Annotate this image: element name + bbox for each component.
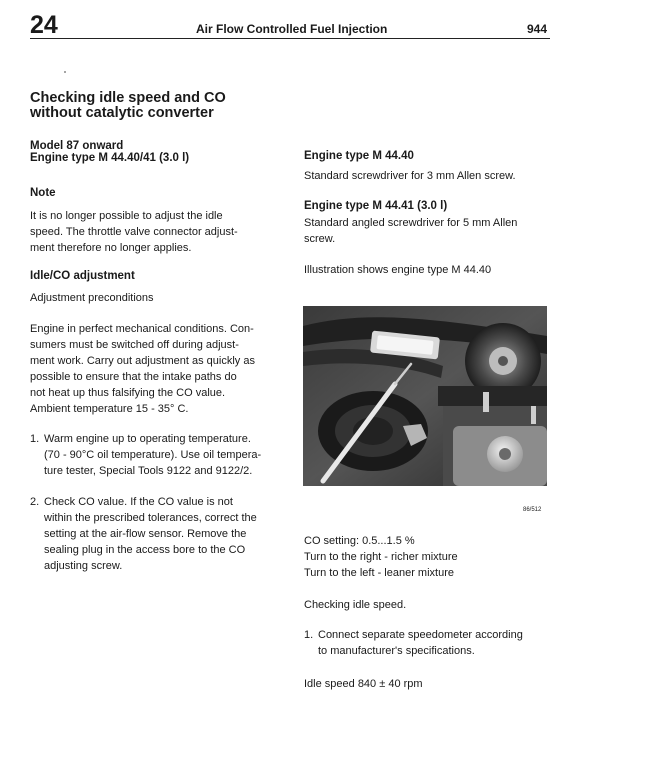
checking-idle-speed: Checking idle speed. <box>304 599 407 611</box>
photo-reference-code: 86/512 <box>523 507 542 513</box>
step-1 <box>30 431 269 479</box>
adjustment-preconditions: Adjustment preconditions <box>30 292 154 304</box>
text-line: ture tester, Special Tools 9122 and 9122/2. <box>44 465 253 477</box>
model-code: 944 <box>527 22 548 36</box>
page-number: 24 <box>30 11 58 39</box>
text-line: ment therefore no longer applies. <box>30 242 192 254</box>
tool-note: Standard screwdriver for 3 mm Allen screw. <box>304 170 516 182</box>
step-text <box>44 431 269 479</box>
step-number: 1. <box>304 629 314 641</box>
section-heading-line: without catalytic converter <box>30 105 214 121</box>
turn-left-note: Turn to the left - leaner mixture <box>304 567 454 579</box>
illustration-caption: Illustration shows engine type M 44.40 <box>304 264 492 276</box>
text-line: ment work. Carry out adjustment as quickly as <box>30 355 255 367</box>
text-line: Connect separate speedometer according <box>318 629 523 641</box>
text-line: (70 - 90°C oil temperature). Use oil tempera- <box>44 449 262 461</box>
text-line: Standard angled screwdriver for 5 mm Allen <box>304 217 518 229</box>
idle-speed-spec: Idle speed 840 ± 40 rpm <box>304 678 423 690</box>
step-2 <box>30 494 269 574</box>
note-heading: Note <box>30 187 56 199</box>
text-line: It is no longer possible to adjust the idle <box>30 210 223 222</box>
engine-type-line: Engine type M 44.40/41 (3.0 l) <box>30 152 190 164</box>
text-line: sumers must be switched off during adjust- <box>30 339 239 351</box>
text-line: screw. <box>304 233 336 245</box>
step-text <box>44 494 269 574</box>
text-line: sealing plug in the access bore to the CO <box>44 544 246 556</box>
model-applicability <box>30 140 290 164</box>
idle-step-1 <box>304 627 548 659</box>
text-line: to manufacturer's specifications. <box>318 645 475 657</box>
header-rule <box>30 38 550 39</box>
step-number: 2. <box>30 496 40 508</box>
text-line: setting at the air-flow sensor. Remove the <box>44 528 247 540</box>
engine-type-heading: Engine type M 44.40 <box>304 150 414 162</box>
section-heading <box>30 91 290 121</box>
text-line: speed. The throttle valve connector adjust- <box>30 226 238 238</box>
turn-right-note: Turn to the right - richer mixture <box>304 551 458 563</box>
tool-note <box>304 215 544 247</box>
note-paragraph <box>30 208 245 256</box>
text-line: Ambient temperature 15 - 35° C. <box>30 403 189 415</box>
text-line: Check CO value. If the CO value is not <box>44 496 233 508</box>
idle-co-heading: Idle/CO adjustment <box>30 270 135 282</box>
text-line: possible to ensure that the intake paths do <box>30 371 237 383</box>
chapter-title: Air Flow Controlled Fuel Injection <box>196 22 388 36</box>
scan-speck <box>64 71 66 73</box>
section-heading-line: Checking idle speed and CO <box>30 90 226 106</box>
step-text <box>318 627 548 659</box>
co-setting-block <box>304 533 544 581</box>
model-line: Model 87 onward <box>30 140 124 152</box>
text-line: Warm engine up to operating temperature. <box>44 433 251 445</box>
text-line: adjusting screw. <box>44 560 123 572</box>
text-line: within the prescribed tolerances, correct the <box>44 512 257 524</box>
co-setting: CO setting: 0.5...1.5 % <box>304 535 415 547</box>
text-line: not heat up thus falsifying the CO value. <box>30 387 226 399</box>
step-number: 1. <box>30 433 40 445</box>
engine-type-heading: Engine type M 44.41 (3.0 l) <box>304 200 448 212</box>
engine-photo <box>303 306 547 486</box>
text-line: Engine in perfect mechanical conditions. Con- <box>30 323 254 335</box>
preconditions-paragraph <box>30 321 270 417</box>
